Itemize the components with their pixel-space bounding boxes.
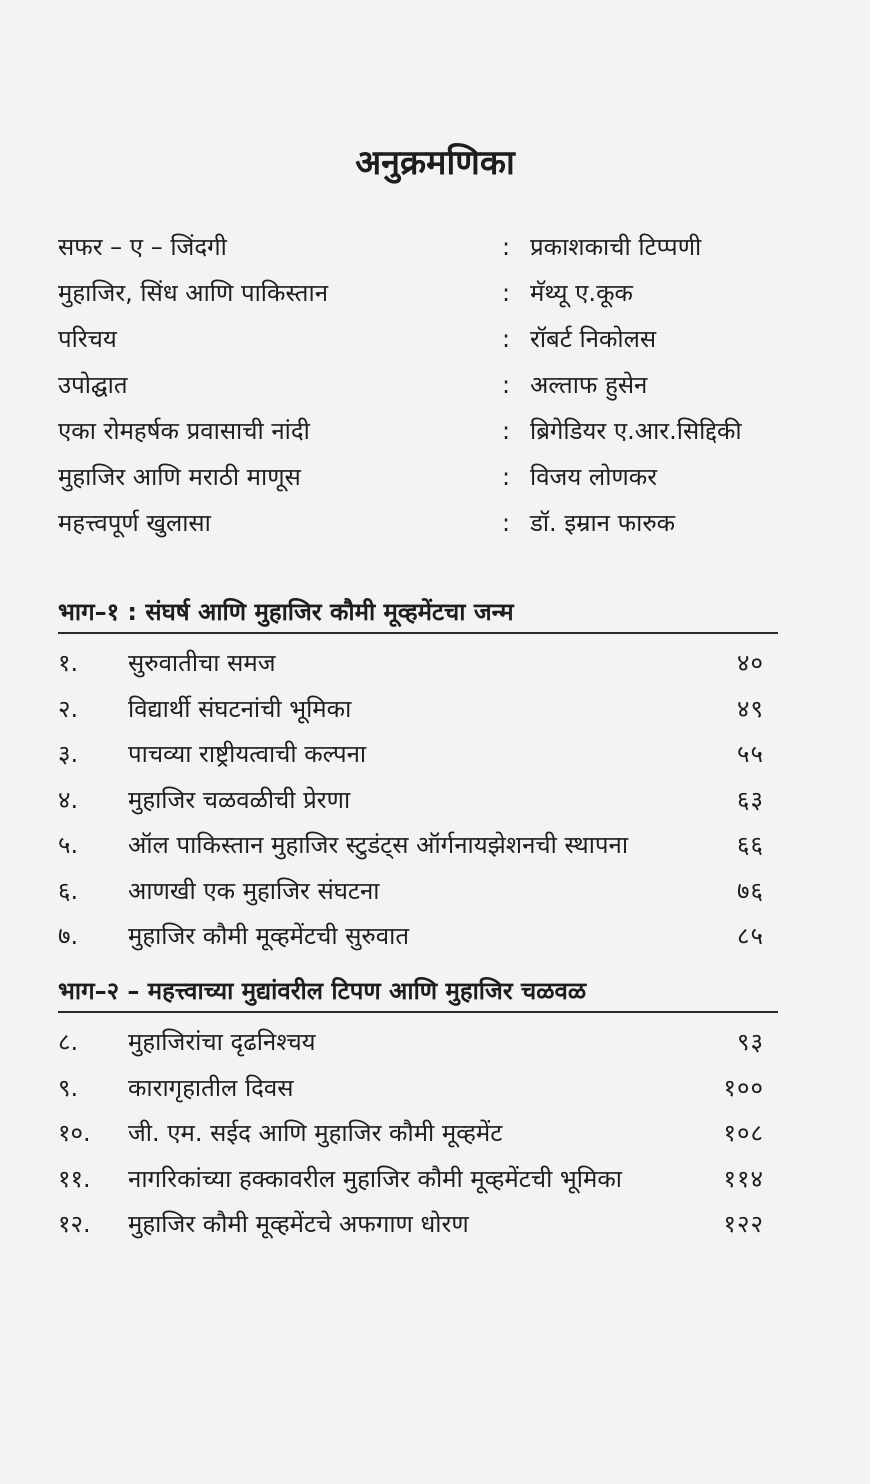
front-matter-author: अल्ताफ हुसेन [530, 371, 648, 399]
chapter-row [58, 737, 778, 783]
part-2-section [58, 975, 778, 1253]
front-matter-title: उपोद्घात [58, 371, 128, 399]
chapter-title: मुहाजिर कौमी मूव्हमेंटचे अफगाण धोरण [128, 1210, 469, 1238]
chapter-title: जी. एम. सईद आणि मुहाजिर कौमी मूव्हमेंट [128, 1119, 503, 1147]
chapter-title: मुहाजिरांचा दृढनिश्चय [128, 1028, 316, 1056]
chapter-number: २. [58, 694, 79, 723]
chapter-page: ८५ [737, 922, 764, 950]
front-matter-author: ब्रिगेडियर ए.आर.सिद्दिकी [530, 417, 742, 445]
chapter-title: नागरिकांच्या हक्कावरील मुहाजिर कौमी मूव्हमेंटची भूमिका [128, 1164, 623, 1193]
part-1-heading: भाग–१ : संघर्ष आणि मुहाजिर कौमी मूव्हमेंटचा जन्म [58, 596, 778, 634]
chapter-number: ८. [58, 1028, 79, 1056]
front-matter-author: मॅथ्यू ए.कूक [530, 279, 633, 307]
front-matter-list [58, 230, 818, 552]
front-matter-title: परिचय [58, 325, 117, 353]
chapter-number: १. [58, 649, 79, 677]
separator-colon: : [502, 417, 511, 445]
front-matter-title: एका रोमहर्षक प्रवासाची नांदी [58, 417, 310, 445]
part-1-section [58, 596, 778, 965]
chapter-row [58, 828, 778, 874]
chapter-row [58, 783, 778, 829]
front-matter-item [58, 368, 818, 414]
chapter-title: सुरुवातीचा समज [128, 649, 276, 677]
front-matter-item [58, 460, 818, 506]
front-matter-item [58, 414, 818, 460]
chapter-row [58, 692, 778, 738]
chapter-title: आणखी एक मुहाजिर संघटना [128, 876, 380, 905]
front-matter-author: प्रकाशकाची टिप्पणी [530, 233, 702, 261]
front-matter-title: मुहाजिर आणि मराठी माणूस [58, 463, 301, 491]
chapter-page: ४९ [737, 694, 764, 723]
chapter-row [58, 646, 778, 692]
chapter-row [58, 1071, 778, 1117]
chapter-row [58, 874, 778, 920]
chapter-number: ७. [58, 922, 79, 950]
chapter-row [58, 1025, 778, 1071]
chapter-page: ११४ [723, 1164, 764, 1193]
front-matter-item [58, 276, 818, 322]
chapter-number: १२. [58, 1210, 91, 1238]
chapter-number: ६. [58, 876, 79, 905]
chapter-row [58, 1207, 778, 1253]
chapter-page: ६३ [737, 785, 764, 814]
chapter-title: ऑल पाकिस्तान मुहाजिर स्टुडंट्स ऑर्गनायझेशनची स्थापना [128, 831, 629, 859]
chapter-page: ९३ [737, 1028, 764, 1056]
front-matter-author: डॉ. इम्रान फारुक [530, 509, 676, 537]
separator-colon: : [502, 463, 511, 491]
chapter-number: ९. [58, 1073, 79, 1102]
separator-colon: : [502, 233, 511, 261]
chapter-number: १०. [58, 1119, 91, 1147]
separator-colon: : [502, 371, 511, 399]
separator-colon: : [502, 279, 511, 307]
front-matter-title: मुहाजिर, सिंध आणि पाकिस्तान [58, 279, 329, 307]
front-matter-item [58, 506, 818, 552]
chapter-title: पाचव्या राष्ट्रीयत्वाची कल्पना [128, 740, 367, 768]
front-matter-author: रॉबर्ट निकोलस [530, 325, 657, 353]
chapter-row [58, 1116, 778, 1162]
front-matter-title: महत्त्वपूर्ण खुलासा [58, 509, 211, 537]
chapter-row [58, 919, 778, 965]
separator-colon: : [502, 325, 511, 353]
page-title: अनुक्रमणिका [355, 143, 515, 183]
chapter-page: ६६ [737, 831, 764, 859]
front-matter-item [58, 230, 818, 276]
front-matter-item [58, 322, 818, 368]
chapter-row [58, 1162, 778, 1208]
chapter-title: मुहाजिर कौमी मूव्हमेंटची सुरुवात [128, 922, 410, 950]
chapter-page: ४० [737, 649, 764, 677]
chapter-page: ७६ [737, 876, 764, 905]
chapter-number: ११. [58, 1164, 91, 1193]
chapter-page: १२२ [723, 1210, 764, 1238]
chapter-number: ४. [58, 785, 79, 814]
chapter-title: विद्यार्थी संघटनांची भूमिका [128, 694, 352, 723]
separator-colon: : [502, 509, 511, 537]
chapter-page: ५५ [737, 740, 764, 768]
chapter-number: ५. [58, 831, 79, 859]
chapter-page: १०८ [723, 1119, 764, 1147]
part-2-heading: भाग–२ – महत्त्वाच्या मुद्यांवरील टिपण आणि मुहाजिर चळवळ [58, 975, 778, 1013]
chapter-page: १०० [723, 1073, 764, 1102]
front-matter-author: विजय लोणकर [530, 463, 658, 491]
chapter-title: मुहाजिर चळवळीची प्रेरणा [128, 785, 351, 814]
front-matter-title: सफर – ए – जिंदगी [58, 233, 227, 261]
chapter-title: कारागृहातील दिवस [128, 1073, 294, 1102]
chapter-number: ३. [58, 740, 79, 768]
